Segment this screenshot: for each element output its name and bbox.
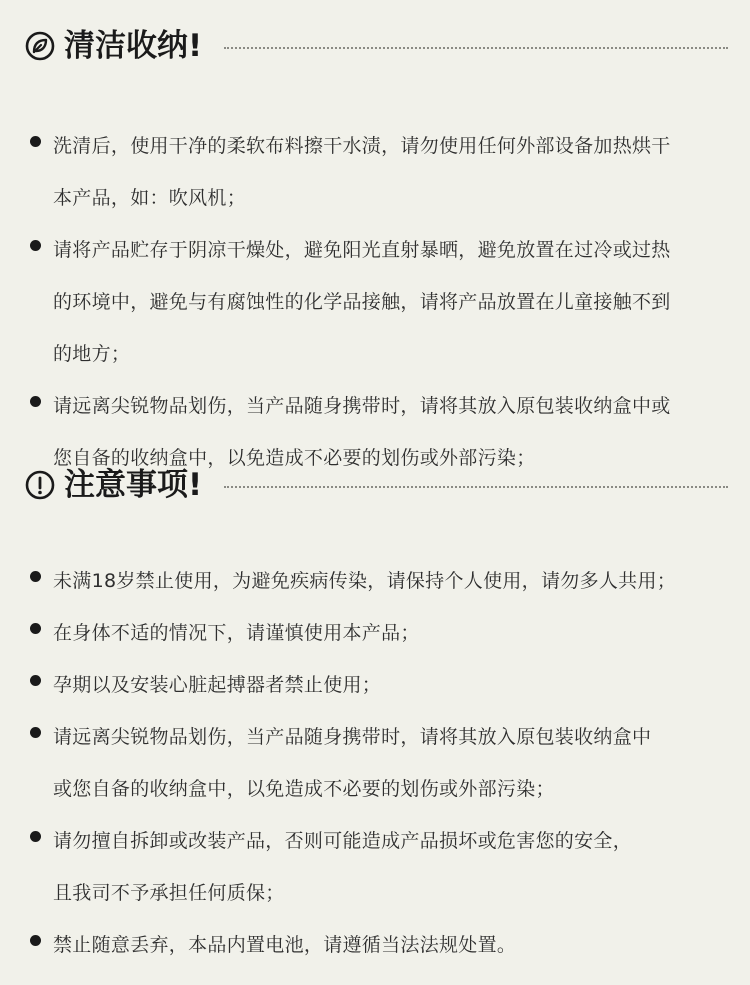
item-line: 的环境中，避免与有腐蚀性的化学品接触，请将产品放置在儿童接触不到	[53, 291, 671, 313]
item-line: 的地方；	[53, 343, 131, 365]
bullet	[30, 136, 41, 147]
bullet	[30, 240, 41, 251]
exclamation-circle-icon	[25, 470, 55, 500]
list-item	[0, 815, 750, 919]
notice-header	[0, 467, 750, 507]
care-section	[0, 28, 750, 484]
leaf-circle-icon	[25, 31, 55, 61]
item-line: 禁止随意丢弃，本品内置电池，请遵循当法法规处置。	[53, 934, 517, 956]
list-item	[0, 711, 750, 815]
care-header	[0, 28, 750, 68]
bullet	[30, 831, 41, 842]
bullet	[30, 675, 41, 686]
item-line: 请远离尖锐物品划伤，当产品随身携带时，请将其放入原包装收纳盒中或	[53, 395, 671, 417]
list-item	[0, 120, 750, 224]
list-item	[0, 607, 750, 659]
notice-title: 注意事项!	[64, 467, 203, 503]
care-list	[0, 120, 750, 484]
bullet	[30, 396, 41, 407]
care-divider	[224, 47, 728, 49]
list-item	[0, 919, 750, 971]
item-line: 请将产品贮存于阴凉干燥处，避免阳光直射暴晒，避免放置在过冷或过热	[53, 239, 671, 261]
item-line: 且我司不予承担任何质保；	[53, 882, 285, 904]
list-item	[0, 224, 750, 380]
item-line: 孕期以及安装心脏起搏器者禁止使用；	[53, 674, 382, 696]
bullet	[30, 571, 41, 582]
bullet	[30, 935, 41, 946]
item-line: 或您自备的收纳盒中，以免造成不必要的划伤或外部污染；	[53, 778, 555, 800]
notice-section	[0, 467, 750, 971]
bullet	[30, 727, 41, 738]
list-item	[0, 659, 750, 711]
item-line: 您自备的收纳盒中，以免造成不必要的划伤或外部污染；	[53, 447, 536, 469]
list-item	[0, 555, 750, 607]
item-line: 请远离尖锐物品划伤，当产品随身携带时，请将其放入原包装收纳盒中	[53, 726, 652, 748]
item-line: 请勿擅自拆卸或改装产品，否则可能造成产品损坏或危害您的安全，	[53, 830, 633, 852]
bullet	[30, 623, 41, 634]
notice-divider	[224, 486, 728, 488]
item-line: 在身体不适的情况下，请谨慎使用本产品；	[53, 622, 420, 644]
item-line: 未满18岁禁止使用，为避免疾病传染，请保持个人使用，请勿多人共用；	[53, 570, 677, 592]
item-line: 洗清后，使用干净的柔软布料擦干水渍，请勿使用任何外部设备加热烘干	[53, 135, 671, 157]
care-title: 清洁收纳!	[64, 28, 203, 64]
notice-list	[0, 555, 750, 971]
item-line: 本产品，如：吹风机；	[53, 187, 247, 209]
